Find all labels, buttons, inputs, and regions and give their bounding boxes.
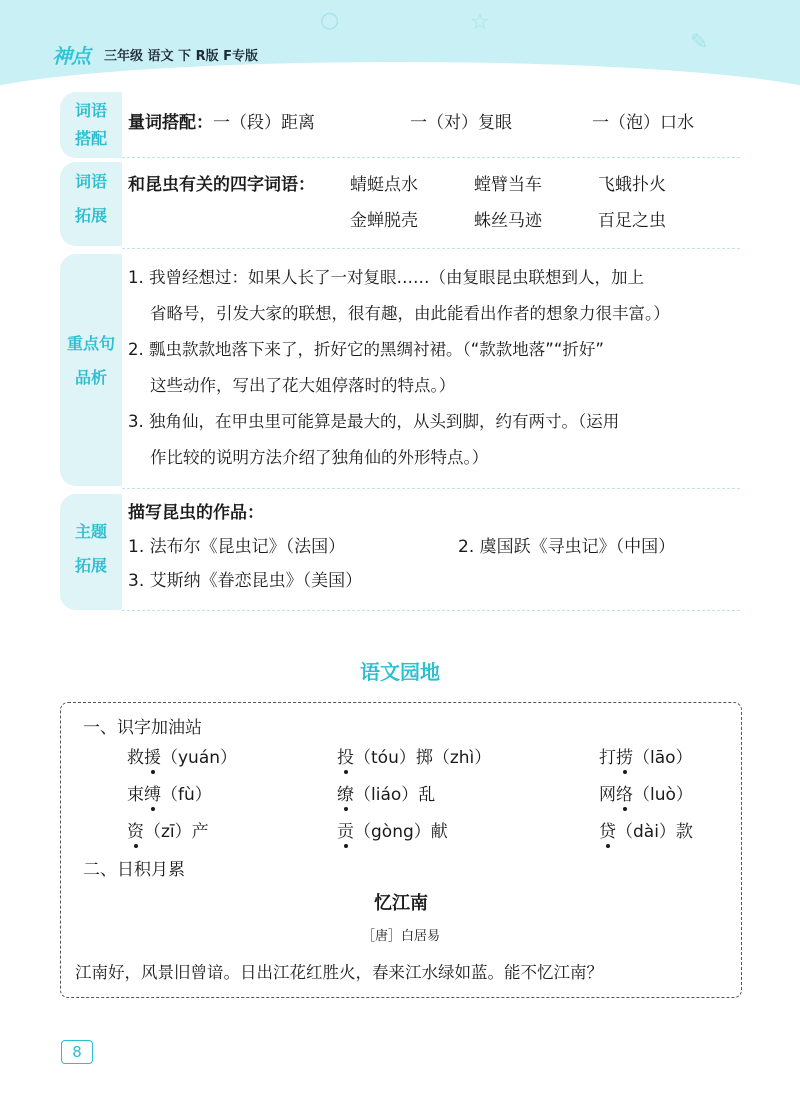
char-item xyxy=(599,780,693,805)
char-item xyxy=(127,817,209,842)
idiom: 蛛丝马迹 xyxy=(474,211,542,231)
char-text: 救 xyxy=(127,748,144,768)
chinese-garden-box xyxy=(60,702,742,998)
book-title: 三年级 语文 下 R版 F专版 xyxy=(104,49,258,64)
row-label: 和昆虫有关的四字词语： xyxy=(128,175,315,195)
dotted-char: 投 xyxy=(337,743,354,768)
tag-line: 搭配 xyxy=(74,129,107,148)
row-key-sentence-analysis xyxy=(60,254,740,486)
poem-author: ［唐］白居易 xyxy=(361,929,440,944)
tag-line: 重点句 xyxy=(66,334,115,353)
pinyin: （gòng）献 xyxy=(354,822,448,842)
row-label: 量词搭配： xyxy=(128,113,213,133)
char-item xyxy=(127,780,212,805)
idiom: 蜻蜓点水 xyxy=(350,175,418,195)
dotted-char: 捞 xyxy=(616,743,633,768)
tag-line: 拓展 xyxy=(74,206,107,225)
divider xyxy=(122,610,740,611)
row-word-expansion xyxy=(60,162,740,246)
idiom: 飞蛾扑火 xyxy=(598,175,666,195)
tag-line: 品析 xyxy=(74,368,107,387)
char-item xyxy=(599,817,693,842)
char-item xyxy=(127,743,237,768)
page-number: 8 xyxy=(61,1040,93,1064)
sentence-line: 2. 瓢虫款款地落下来了，折好它的黑绸衬裙。（“款款地落”“折好” xyxy=(128,340,604,359)
sentence-line: 作比较的说明方法介绍了独角仙的外形特点。） xyxy=(150,448,489,467)
row-theme-expansion xyxy=(60,494,740,610)
row-label: 描写昆虫的作品： xyxy=(128,503,264,523)
work-item: 1. 法布尔《昆虫记》（法国） xyxy=(128,537,346,557)
char-item xyxy=(599,743,693,768)
item: 一（对）复眼 xyxy=(410,113,512,133)
tag-line: 词语 xyxy=(74,172,107,191)
tag-word-expansion xyxy=(60,162,122,246)
divider xyxy=(122,157,740,158)
pinyin: （dài）款 xyxy=(616,822,693,842)
poem-text: 江南好，风景旧曾谙。日出江花红胜火，春来江水绿如蓝。能不忆江南？ xyxy=(75,963,603,982)
tag-line: 主题 xyxy=(74,522,107,541)
star-decoration-icon: ☆ xyxy=(470,10,490,35)
dotted-char: 援 xyxy=(144,743,161,768)
sentence-line: 省略号，引发大家的联想，很有趣，由此能看出作者的想象力很丰富。） xyxy=(150,304,670,323)
pinyin: （liáo）乱 xyxy=(354,785,436,805)
sentence-line: 这些动作，写出了花大姐停落时的特点。） xyxy=(150,376,456,395)
idiom: 螳臂当车 xyxy=(474,175,542,195)
row-content xyxy=(128,496,740,598)
char-item xyxy=(337,817,448,842)
char-item xyxy=(337,780,435,805)
brand-logo: 神点 xyxy=(52,44,90,68)
poem-title: 忆江南 xyxy=(374,893,428,914)
dotted-char: 缚 xyxy=(144,780,161,805)
divider xyxy=(122,248,740,249)
pinyin: （tóu）掷（zhì） xyxy=(354,748,492,768)
idiom: 金蝉脱壳 xyxy=(350,211,418,231)
row-word-collocation xyxy=(60,92,740,158)
tag-line: 拓展 xyxy=(74,556,107,575)
work-item: 3. 艾斯纳《眷恋昆虫》（美国） xyxy=(128,571,363,591)
row-content xyxy=(128,106,740,140)
dotted-char: 资 xyxy=(127,817,144,842)
char-text: 网 xyxy=(599,785,616,805)
sentence-line: 1. 我曾经想过：如果人长了一对复眼……（由复眼昆虫联想到人，加上 xyxy=(128,268,644,287)
dotted-char: 络 xyxy=(616,780,633,805)
idiom: 百足之虫 xyxy=(598,211,666,231)
dotted-char: 贡 xyxy=(337,817,354,842)
item: 一（泡）口水 xyxy=(592,113,694,133)
section-title: 语文园地 xyxy=(360,660,440,684)
pinyin: （luò） xyxy=(633,785,693,805)
dotted-char: 缭 xyxy=(337,780,354,805)
tag-theme xyxy=(60,494,122,610)
pinyin: （yuán） xyxy=(161,748,238,768)
divider xyxy=(122,488,740,489)
row-content xyxy=(128,260,740,476)
char-text: 打 xyxy=(599,748,616,768)
tag-line: 词语 xyxy=(74,101,107,120)
circle-decoration-icon: ○ xyxy=(320,8,340,33)
pinyin: （fù） xyxy=(161,785,212,805)
pinyin: （lāo） xyxy=(633,748,693,768)
char-item xyxy=(337,743,491,768)
pinyin: （zī）产 xyxy=(144,822,209,842)
pencil-decoration-icon: ✎ xyxy=(690,30,709,55)
work-item: 2. 虞国跃《寻虫记》（中国） xyxy=(458,537,676,557)
row-content xyxy=(128,168,740,240)
item: 一（段）距离 xyxy=(213,113,315,133)
tag-key-sentence xyxy=(60,254,122,486)
char-text: 束 xyxy=(127,785,144,805)
tag-word-collocation xyxy=(60,92,122,158)
subsection-literacy: 一、识字加油站 xyxy=(83,718,202,738)
subsection-accumulation: 二、日积月累 xyxy=(83,860,185,880)
sentence-line: 3. 独角仙，在甲虫里可能算是最大的，从头到脚，约有两寸。（运用 xyxy=(128,412,620,431)
dotted-char: 贷 xyxy=(599,817,616,842)
